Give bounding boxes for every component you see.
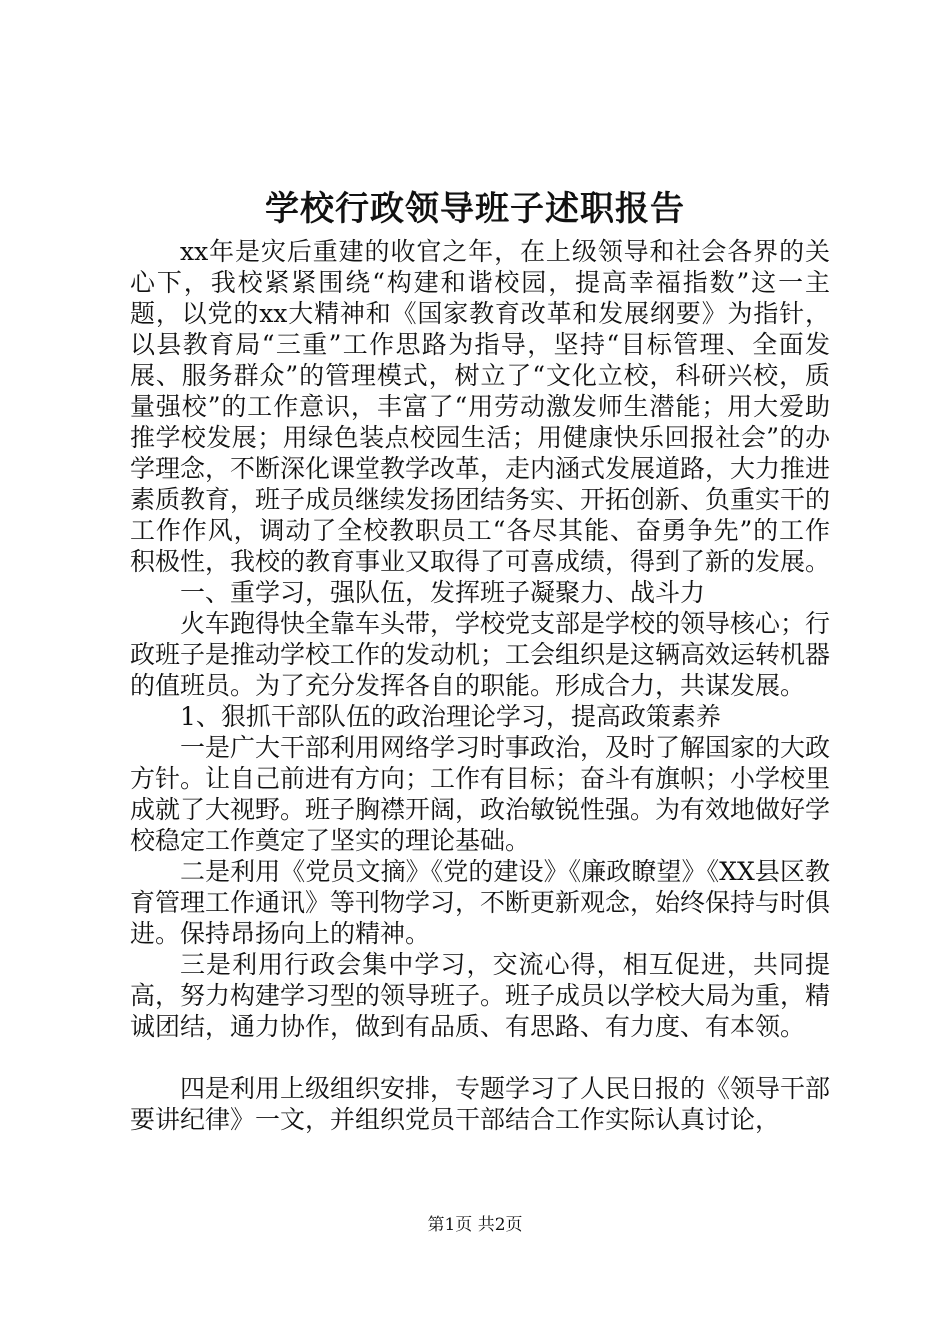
body-paragraph: 四是利用上级组织安排，专题学习了人民日报的《领导干部要讲纪律》一文，并组织党员干部结合工作实际认真讨论， bbox=[130, 1074, 831, 1134]
body-paragraph: 二是利用《党员文摘》《党的建设》《廉政瞭望》《XX县区教育管理工作通讯》等刊物学习，不断更新观念，始终保持与时俱进。保持昂扬向上的精神。 bbox=[130, 857, 831, 948]
body-paragraph: 火车跑得快全靠车头带，学校党支部是学校的领导核心；行政班子是推动学校工作的发动机；工会组织是这辆高效运转机器的值班员。为了充分发挥各自的职能。形成合力，共谋发展。 bbox=[130, 609, 831, 700]
intro-paragraph: xx年是灾后重建的收官之年，在上级领导和社会各界的关心下，我校紧紧围绕“构建和谐校园，提高幸福指数”这一主题，以党的xx大精神和《国家教育改革和发展纲要》为指针，以县教育局“三重”工作思路为指导，坚持“目标管理、全面发展、服务群众”的管理模式，树立了“文化立校，科研兴校，质量强校”的工作意识，丰富了“用劳动激发师生潜能；用大爱助推学校发展；用绿色装点校园生活；用健康快乐回报社会”的办学理念，不断深化课堂教学改革，走内涵式发展道路，大力推进素质教育，班子成员继续发扬团结务实、开拓创新、负重实干的工作作风，调动了全校教职员工“各尽其能、奋勇争先”的工作积极性，我校的教育事业又取得了可喜成绩，得到了新的发展。 bbox=[130, 237, 831, 576]
subsection-heading-1: 1、狠抓干部队伍的政治理论学习，提高政策素养 bbox=[180, 702, 721, 731]
body-paragraph: 一是广大干部利用网络学习时事政治，及时了解国家的大政方针。让自己前进有方向；工作有目标；奋斗有旗帜；小学校里成就了大视野。班子胸襟开阔，政治敏锐性强。为有效地做好学校稳定工作奠定了坚实的理论基础。 bbox=[130, 733, 831, 855]
document-body bbox=[130, 236, 830, 1135]
document-title: 学校行政领导班子述职报告 bbox=[265, 189, 685, 229]
page-number: 第1页 共2页 bbox=[427, 1215, 523, 1235]
body-paragraph: 三是利用行政会集中学习，交流心得，相互促进，共同提高，努力构建学习型的领导班子。班子成员以学校大局为重，精诚团结，通力协作，做到有品质、有思路、有力度、有本领。 bbox=[130, 950, 831, 1041]
section-heading-1: 一、重学习，强队伍，发挥班子凝聚力、战斗力 bbox=[180, 578, 706, 607]
